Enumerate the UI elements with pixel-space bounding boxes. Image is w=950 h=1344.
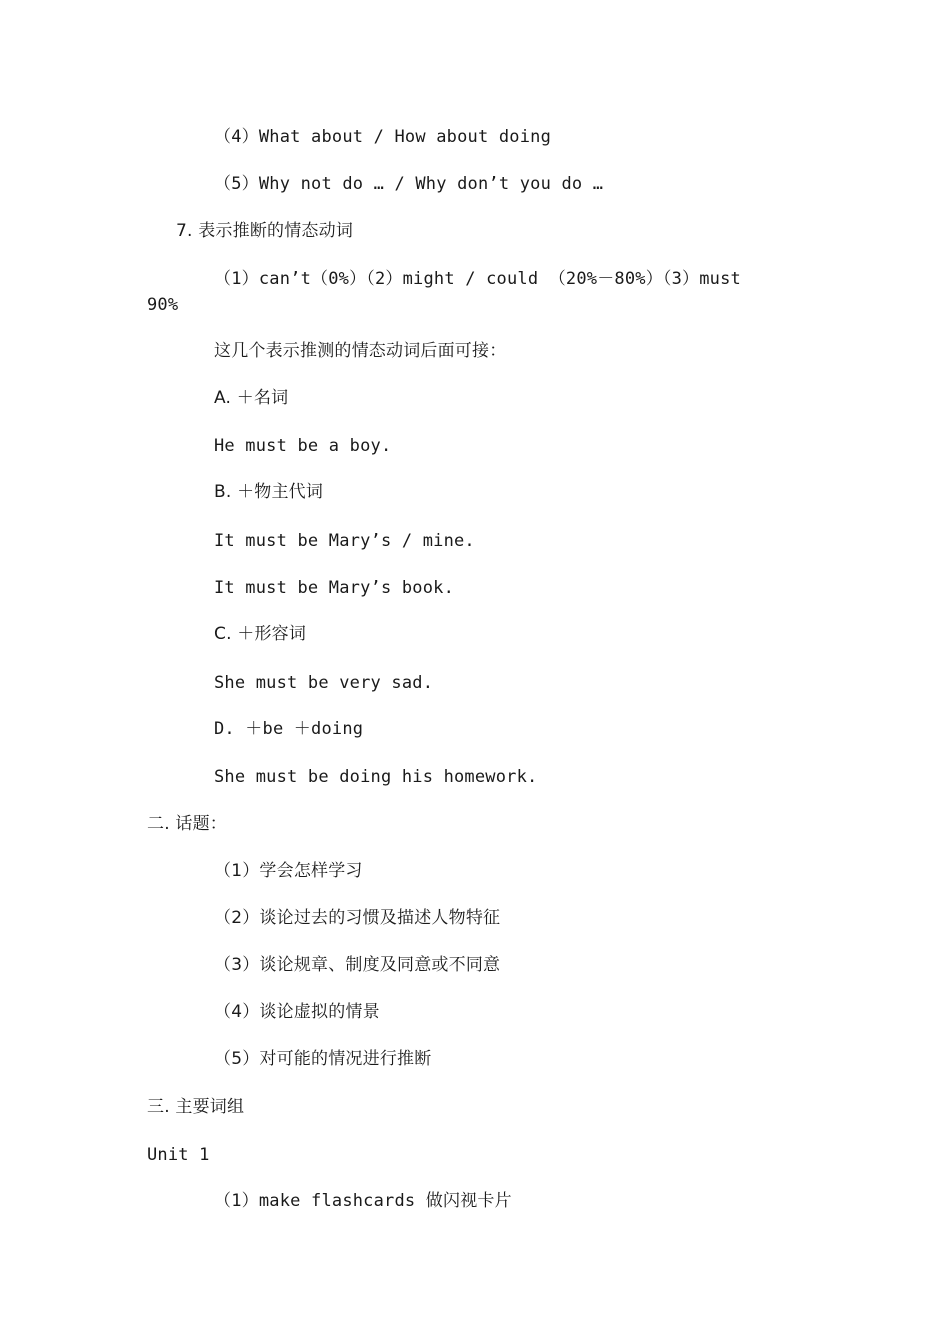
topic-item-4: （4）谈论虚拟的情景	[214, 1002, 380, 1022]
modal-probability-continued: 90%	[147, 295, 179, 315]
list-item-what-about: （4）What about / How about doing	[214, 127, 552, 147]
rule-a-noun: A. ＋名词	[214, 388, 289, 408]
phrase-item-1: （1）make flashcards 做闪视卡片	[214, 1191, 512, 1211]
section-heading-modal-verbs: 7. 表示推断的情态动词	[176, 221, 354, 241]
rule-d-be-doing: D. ＋be ＋doing	[214, 719, 364, 739]
rule-c-adjective: C. ＋形容词	[214, 624, 307, 644]
unit-heading: Unit 1	[147, 1145, 210, 1165]
example-c: She must be very sad.	[214, 673, 434, 693]
example-b2: It must be Mary’s book.	[214, 578, 455, 598]
section-heading-phrases: 三. 主要词组	[147, 1097, 245, 1117]
modal-probability-line: （1）can’t（0%）（2）might / could （20%－80%）（3）must	[214, 269, 741, 289]
topic-item-2: （2）谈论过去的习惯及描述人物特征	[214, 908, 501, 928]
example-a: He must be a boy.	[214, 436, 392, 456]
topic-item-1: （1）学会怎样学习	[214, 861, 363, 881]
example-d: She must be doing his homework.	[214, 767, 538, 787]
rule-b-possessive: B. ＋物主代词	[214, 482, 324, 502]
section-heading-topics: 二. 话题：	[147, 814, 228, 834]
paragraph-followed-by: 这几个表示推测的情态动词后面可接：	[214, 341, 507, 361]
example-b1: It must be Mary’s / mine.	[214, 531, 475, 551]
topic-item-3: （3）谈论规章、制度及同意或不同意	[214, 955, 501, 975]
list-item-why-not: （5）Why not do … / Why don’t you do …	[214, 174, 604, 194]
topic-item-5: （5）对可能的情况进行推断	[214, 1049, 432, 1069]
